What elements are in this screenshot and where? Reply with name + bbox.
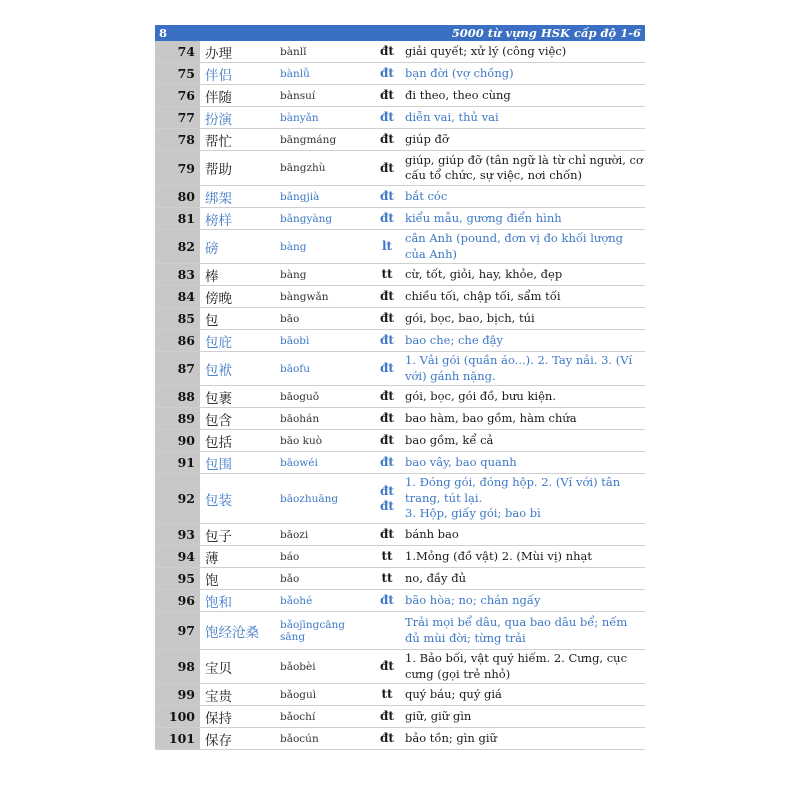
page-title: 5000 từ vựng HSK cấp độ 1-6 bbox=[451, 26, 641, 40]
part-of-speech-label: đt bbox=[380, 527, 394, 541]
meaning-line: 1. Đóng gói, đóng hộp. 2. (Ví với) tân trang, tút lại. bbox=[405, 475, 621, 505]
table-row bbox=[155, 474, 645, 524]
entry-part-of-speech bbox=[373, 186, 401, 207]
entry-part-of-speech bbox=[373, 286, 401, 307]
entry-pinyin: bǎocún bbox=[280, 732, 319, 745]
part-of-speech-label: đt bbox=[380, 333, 394, 347]
entry-meaning bbox=[401, 186, 645, 207]
entry-pinyin: bànlǐ bbox=[280, 45, 307, 58]
part-of-speech-label: tt bbox=[381, 267, 393, 281]
part-of-speech-label: đt bbox=[380, 88, 394, 102]
entry-pinyin: bànyǎn bbox=[280, 111, 319, 124]
entry-number: 91 bbox=[155, 452, 200, 473]
entry-meaning bbox=[401, 474, 645, 523]
table-row bbox=[155, 264, 645, 286]
meaning-line: cân Anh (pound, đơn vị đo khối lượng của Anh) bbox=[405, 231, 624, 261]
part-of-speech-label: tt bbox=[381, 549, 393, 563]
part-of-speech-label: đt bbox=[380, 44, 394, 58]
page-number: 8 bbox=[159, 26, 168, 40]
entry-pinyin: bàngwǎn bbox=[280, 290, 329, 303]
entry-hanzi: 包含 bbox=[205, 412, 232, 429]
meaning-line: giúp, giúp đỡ (tân ngữ là từ chỉ người, cơ cấu tổ chức, sự việc, nơi chốn) bbox=[405, 152, 643, 182]
entry-hanzi: 包袱 bbox=[205, 362, 232, 379]
part-of-speech-label: đt bbox=[380, 483, 394, 498]
meaning-line: bảo tồn; gìn giữ bbox=[405, 730, 497, 745]
table-row bbox=[155, 107, 645, 129]
part-of-speech-label: đt bbox=[380, 66, 394, 80]
table-row bbox=[155, 352, 645, 386]
entry-meaning bbox=[401, 590, 645, 611]
entry-meaning bbox=[401, 452, 645, 473]
entry-hanzi: 棒 bbox=[205, 268, 219, 285]
entry-hanzi: 榜样 bbox=[205, 212, 232, 229]
entry-meaning bbox=[401, 85, 645, 106]
entry-meaning bbox=[401, 524, 645, 545]
entry-hanzi: 包庇 bbox=[205, 334, 232, 351]
entry-pinyin: bǎobèi bbox=[280, 660, 316, 673]
entry-number: 93 bbox=[155, 524, 200, 545]
entry-meaning bbox=[401, 408, 645, 429]
meaning-line: cừ, tốt, giỏi, hay, khỏe, đẹp bbox=[405, 266, 563, 281]
part-of-speech-label: đt bbox=[380, 160, 394, 175]
part-of-speech-label: tt bbox=[381, 687, 393, 701]
meaning-line: bánh bao bbox=[405, 526, 459, 541]
entry-part-of-speech bbox=[373, 650, 401, 683]
entry-number: 76 bbox=[155, 85, 200, 106]
entry-part-of-speech bbox=[373, 408, 401, 429]
meaning-line: chiều tối, chập tối, sẩm tối bbox=[405, 288, 561, 303]
entry-hanzi: 保持 bbox=[205, 710, 232, 727]
entry-hanzi: 帮忙 bbox=[205, 133, 232, 150]
entry-part-of-speech bbox=[373, 352, 401, 385]
table-row bbox=[155, 386, 645, 408]
entry-part-of-speech bbox=[373, 85, 401, 106]
entry-part-of-speech bbox=[373, 151, 401, 185]
entry-meaning bbox=[401, 264, 645, 285]
part-of-speech-label: đt bbox=[380, 311, 394, 325]
entry-number: 101 bbox=[155, 728, 200, 749]
entry-meaning bbox=[401, 208, 645, 229]
part-of-speech-label: đt bbox=[380, 132, 394, 146]
part-of-speech-label: đt bbox=[380, 389, 394, 403]
entry-part-of-speech bbox=[373, 386, 401, 407]
entry-part-of-speech bbox=[373, 474, 401, 523]
entry-meaning bbox=[401, 546, 645, 567]
entry-pinyin: bāozi bbox=[280, 528, 309, 541]
entry-hanzi: 饱经沧桑 bbox=[205, 624, 259, 641]
entry-part-of-speech bbox=[373, 568, 401, 589]
meaning-line: giải quyết; xử lý (công việc) bbox=[405, 43, 567, 58]
table-row bbox=[155, 186, 645, 208]
entry-pinyin: bǎngjià bbox=[280, 190, 320, 203]
meaning-line: bao vây, bao quanh bbox=[405, 454, 517, 469]
entry-pinyin: bǎo bbox=[280, 572, 300, 585]
entry-hanzi: 帮助 bbox=[205, 162, 232, 178]
table-row bbox=[155, 151, 645, 186]
entry-hanzi: 包子 bbox=[205, 528, 232, 545]
entry-meaning bbox=[401, 352, 645, 385]
entry-hanzi: 磅 bbox=[205, 240, 219, 257]
entry-meaning bbox=[401, 286, 645, 307]
part-of-speech-label: đt bbox=[380, 455, 394, 469]
entry-hanzi: 扮演 bbox=[205, 111, 232, 128]
entry-part-of-speech bbox=[373, 208, 401, 229]
table-row bbox=[155, 286, 645, 308]
entry-pinyin: bāngmáng bbox=[280, 133, 337, 146]
entry-part-of-speech bbox=[373, 728, 401, 749]
meaning-line: diễn vai, thủ vai bbox=[405, 109, 499, 124]
meaning-line: bao gồm, kể cả bbox=[405, 432, 494, 447]
entry-number: 100 bbox=[155, 706, 200, 727]
entry-hanzi: 包围 bbox=[205, 456, 232, 473]
entry-number: 82 bbox=[155, 230, 200, 263]
entry-number: 88 bbox=[155, 386, 200, 407]
meaning-line: quý báu; quý giá bbox=[405, 686, 502, 701]
entry-number: 89 bbox=[155, 408, 200, 429]
entry-meaning bbox=[401, 41, 645, 62]
entry-number: 77 bbox=[155, 107, 200, 128]
part-of-speech-label: đt bbox=[380, 498, 394, 513]
entry-pinyin: bāohán bbox=[280, 412, 320, 425]
entry-hanzi: 包装 bbox=[205, 492, 232, 509]
entry-pinyin: bàng bbox=[280, 268, 307, 281]
entry-number: 84 bbox=[155, 286, 200, 307]
entry-pinyin: bànsuí bbox=[280, 89, 316, 102]
entry-meaning bbox=[401, 386, 645, 407]
entry-part-of-speech bbox=[373, 230, 401, 263]
entry-meaning bbox=[401, 684, 645, 705]
entry-hanzi: 包括 bbox=[205, 434, 232, 451]
meaning-line: 1. Vải gói (quần áo...). 2. Tay nải. 3. (Ví với) gánh nặng. bbox=[405, 353, 633, 383]
meaning-line: 3. Hộp, giấy gói; bao bì bbox=[405, 506, 541, 521]
entry-meaning bbox=[401, 151, 645, 185]
meaning-line: đi theo, theo cùng bbox=[405, 87, 511, 102]
part-of-speech-label: đt bbox=[380, 659, 394, 673]
table-row bbox=[155, 85, 645, 107]
entry-number: 78 bbox=[155, 129, 200, 150]
entry-part-of-speech bbox=[373, 430, 401, 451]
entry-part-of-speech bbox=[373, 63, 401, 84]
part-of-speech-label: đt bbox=[380, 593, 394, 607]
table-row bbox=[155, 684, 645, 706]
entry-hanzi: 伴侣 bbox=[205, 67, 232, 84]
entry-hanzi: 绑架 bbox=[205, 190, 232, 207]
entry-part-of-speech bbox=[373, 612, 401, 649]
entry-number: 79 bbox=[155, 151, 200, 185]
entry-part-of-speech bbox=[373, 524, 401, 545]
entry-part-of-speech bbox=[373, 264, 401, 285]
entry-pinyin: bāowéi bbox=[280, 456, 318, 469]
entry-number: 99 bbox=[155, 684, 200, 705]
entry-meaning bbox=[401, 63, 645, 84]
entry-hanzi: 包裹 bbox=[205, 390, 232, 407]
entry-number: 90 bbox=[155, 430, 200, 451]
table-row bbox=[155, 63, 645, 85]
part-of-speech-label: đt bbox=[380, 411, 394, 425]
table-row bbox=[155, 330, 645, 352]
dictionary-page bbox=[155, 25, 645, 750]
entry-part-of-speech bbox=[373, 452, 401, 473]
entry-pinyin: bàng bbox=[280, 240, 307, 253]
entry-meaning bbox=[401, 107, 645, 128]
entry-meaning bbox=[401, 706, 645, 727]
entry-pinyin: bǎochí bbox=[280, 710, 316, 723]
entry-part-of-speech bbox=[373, 129, 401, 150]
entry-number: 92 bbox=[155, 474, 200, 523]
entry-number: 95 bbox=[155, 568, 200, 589]
table-row bbox=[155, 524, 645, 546]
entry-number: 94 bbox=[155, 546, 200, 567]
meaning-line: no, đầy đủ bbox=[405, 570, 466, 585]
entry-hanzi: 饱和 bbox=[205, 594, 232, 611]
meaning-line: gói, bọc, bao, bịch, túi bbox=[405, 310, 535, 325]
entry-number: 97 bbox=[155, 612, 200, 649]
entry-part-of-speech bbox=[373, 706, 401, 727]
table-row bbox=[155, 706, 645, 728]
entry-hanzi: 办理 bbox=[205, 45, 232, 62]
entry-number: 98 bbox=[155, 650, 200, 683]
entry-pinyin: bǎngyàng bbox=[280, 212, 333, 225]
entry-number: 83 bbox=[155, 264, 200, 285]
entry-pinyin: bāofu bbox=[280, 362, 310, 375]
entry-number: 81 bbox=[155, 208, 200, 229]
table-row bbox=[155, 230, 645, 264]
entry-pinyin: bànlǚ bbox=[280, 67, 310, 80]
entry-meaning bbox=[401, 430, 645, 451]
entry-part-of-speech bbox=[373, 330, 401, 351]
entry-meaning bbox=[401, 650, 645, 683]
entry-meaning bbox=[401, 330, 645, 351]
entry-number: 75 bbox=[155, 63, 200, 84]
table-row bbox=[155, 546, 645, 568]
vocabulary-table bbox=[155, 41, 645, 750]
table-row bbox=[155, 41, 645, 63]
entry-part-of-speech bbox=[373, 41, 401, 62]
meaning-line: 1. Bảo bối, vật quý hiếm. 2. Cưng, cục cưng (gọi trẻ nhỏ) bbox=[405, 651, 628, 681]
meaning-line: bạn đời (vợ chồng) bbox=[405, 65, 514, 80]
table-row bbox=[155, 728, 645, 750]
entry-pinyin: bǎohé bbox=[280, 594, 313, 607]
table-row bbox=[155, 430, 645, 452]
entry-number: 80 bbox=[155, 186, 200, 207]
table-row bbox=[155, 590, 645, 612]
meaning-line: giúp đỡ bbox=[405, 131, 449, 146]
entry-pinyin: bāozhuāng bbox=[280, 492, 339, 505]
entry-hanzi: 宝贵 bbox=[205, 688, 232, 705]
entry-hanzi: 保存 bbox=[205, 732, 232, 749]
entry-part-of-speech bbox=[373, 590, 401, 611]
part-of-speech-label: đt bbox=[380, 433, 394, 447]
entry-hanzi: 宝贝 bbox=[205, 660, 232, 677]
entry-pinyin: bāo kuò bbox=[280, 434, 323, 447]
entry-meaning bbox=[401, 568, 645, 589]
table-row bbox=[155, 208, 645, 230]
entry-meaning bbox=[401, 308, 645, 329]
entry-number: 74 bbox=[155, 41, 200, 62]
table-row bbox=[155, 612, 645, 650]
entry-meaning bbox=[401, 612, 645, 649]
entry-number: 86 bbox=[155, 330, 200, 351]
entry-hanzi: 傍晚 bbox=[205, 290, 232, 307]
table-row bbox=[155, 408, 645, 430]
page-header bbox=[155, 25, 645, 41]
part-of-speech-label: đt bbox=[380, 211, 394, 225]
meaning-line: 1.Mỏng (đồ vật) 2. (Mùi vị) nhạt bbox=[405, 548, 592, 563]
part-of-speech-label: đt bbox=[380, 731, 394, 745]
entry-pinyin: bǎojīngcāng sāng bbox=[280, 618, 346, 643]
entry-pinyin: bāo bbox=[280, 312, 300, 325]
entry-meaning bbox=[401, 129, 645, 150]
table-row bbox=[155, 452, 645, 474]
meaning-line: giữ, giữ gìn bbox=[405, 708, 472, 723]
entry-number: 87 bbox=[155, 352, 200, 385]
part-of-speech-label: tt bbox=[381, 571, 393, 585]
meaning-line: gói, bọc, gói đồ, bưu kiện. bbox=[405, 388, 556, 403]
entry-pinyin: bāngzhù bbox=[280, 162, 326, 174]
meaning-line: bao hàm, bao gồm, hàm chứa bbox=[405, 410, 577, 425]
entry-pinyin: bāobì bbox=[280, 334, 310, 347]
meaning-line: kiểu mẫu, gương điển hình bbox=[405, 210, 562, 225]
entry-pinyin: bāoguǒ bbox=[280, 390, 320, 403]
entry-pinyin: báo bbox=[280, 550, 300, 563]
entry-part-of-speech bbox=[373, 684, 401, 705]
entry-hanzi: 薄 bbox=[205, 550, 219, 567]
entry-part-of-speech bbox=[373, 546, 401, 567]
meaning-line: Trải mọi bể dâu, qua bao dâu bể; nếm đủ mùi đời; từng trải bbox=[405, 615, 628, 645]
part-of-speech-label: đt bbox=[380, 361, 394, 375]
part-of-speech-label: đt bbox=[380, 289, 394, 303]
table-row bbox=[155, 650, 645, 684]
meaning-line: bao che; che đậy bbox=[405, 332, 504, 347]
part-of-speech-label: đt bbox=[380, 189, 394, 203]
table-row bbox=[155, 129, 645, 151]
table-row bbox=[155, 568, 645, 590]
entry-pinyin: bǎoguì bbox=[280, 688, 317, 701]
entry-number: 96 bbox=[155, 590, 200, 611]
entry-hanzi: 包 bbox=[205, 312, 219, 329]
part-of-speech-label: lt bbox=[381, 239, 393, 253]
entry-meaning bbox=[401, 728, 645, 749]
part-of-speech-label: đt bbox=[380, 110, 394, 124]
part-of-speech-label: đt bbox=[380, 709, 394, 723]
entry-hanzi: 伴随 bbox=[205, 89, 232, 106]
meaning-line: bắt cóc bbox=[405, 188, 448, 203]
entry-hanzi: 饱 bbox=[205, 572, 219, 589]
entry-number: 85 bbox=[155, 308, 200, 329]
entry-part-of-speech bbox=[373, 308, 401, 329]
table-row bbox=[155, 308, 645, 330]
meaning-line: bão hòa; no; chán ngấy bbox=[405, 592, 541, 607]
entry-part-of-speech bbox=[373, 107, 401, 128]
entry-meaning bbox=[401, 230, 645, 263]
